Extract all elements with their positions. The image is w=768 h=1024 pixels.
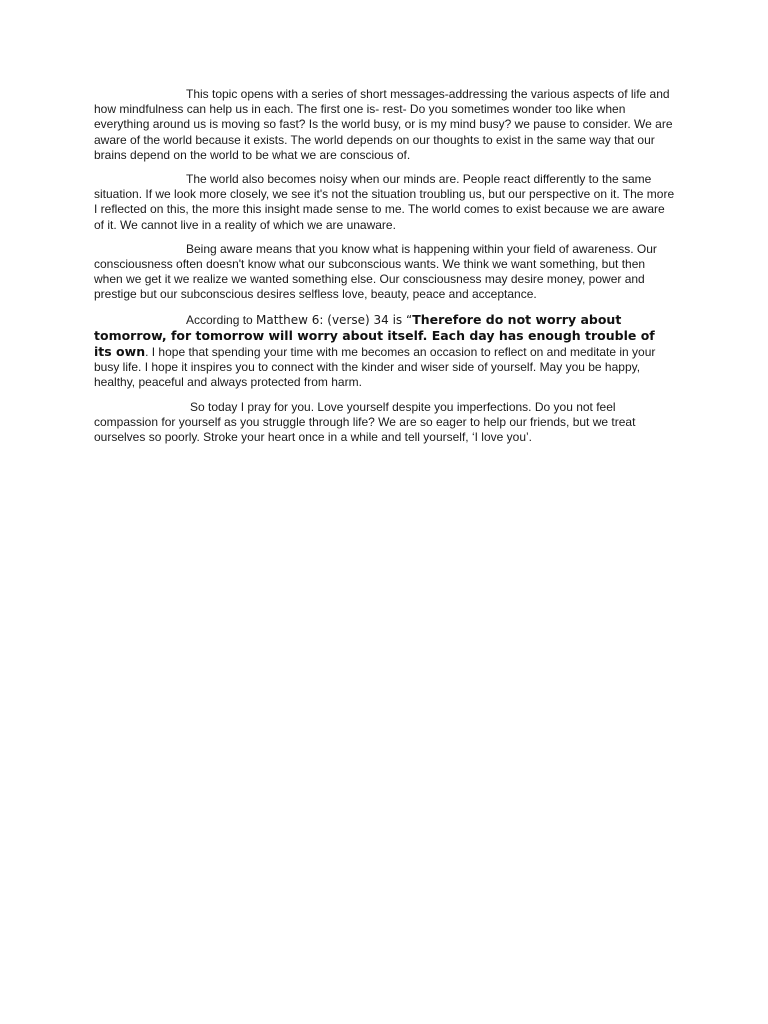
paragraph-noisy-world: The world also becomes noisy when our minds are. People react differently to the same situation. If we look more closely, we see it's not the situation troubling us, but our perspective on it. The more I reflected on this, the more this insight made sense to me. The world comes to exist because we are aware of it. We cannot live in a reality of which we are unaware. <box>94 172 675 232</box>
paragraph-awareness: Being aware means that you know what is happening within your field of awareness. Our consciousness often doesn't know what our subconscious wants. We think we want something, but then when we get it we realize we wanted something else. Our consciousness may desire money, power and prestige but our subconscious desires selfless love, beauty, peace and acceptance. <box>94 241 657 302</box>
document-body <box>94 87 676 454</box>
scripture-followup: . I hope that spending your time with me becomes an occasion to reflect on and meditate in your busy life. I hope it inspires you to connect with the kinder and wiser side of yourself. May you be happy, healthy, peaceful and always protected from harm. <box>94 345 656 390</box>
paragraph-rest: This topic opens with a series of short messages-addressing the various aspects of life and how mindfulness can help us in each. The first one is- rest- Do you sometimes wonder too like when everything around us is moving so fast? Is the world busy, or is my mind busy? we pause to consider. We are aware of the world because it exists. The world depends on our thoughts to exist in the same way that our brains depend on the world to be what we are conscious of. <box>94 87 673 162</box>
paragraph-scripture <box>94 312 676 391</box>
paragraph-prayer: So today I pray for you. Love yourself despite you imperfections. Do you not feel compassion for yourself as you struggle through life? We are so eager to help our friends, but we treat ourselves so poorly. Stroke your heart once in a while and tell yourself, ‘I love you’. <box>94 399 636 445</box>
scripture-quote: Therefore do not worry about tomorrow, for tomorrow will worry about itself. Each day has enough trouble of its own <box>94 311 655 360</box>
scripture-reference: Matthew 6: (verse) 34 is “ <box>256 312 413 327</box>
scripture-intro: According to <box>186 312 257 327</box>
